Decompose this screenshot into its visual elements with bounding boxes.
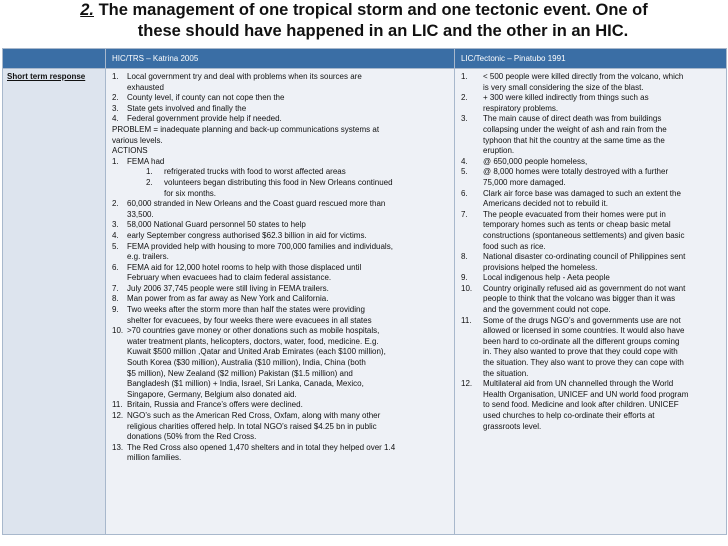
- katrina-list-item: Bangladesh ($1 million) + India, Israel, Sri Lanka, Canada, Mexico,: [127, 379, 364, 389]
- item-number: 9.: [461, 273, 468, 283]
- header-blank: [3, 49, 106, 69]
- item-text: early September congress authorised $62.3 billion in aid for victims.: [127, 230, 367, 240]
- katrina-list-item: e.g. trailers.: [127, 252, 169, 262]
- katrina-cell: [106, 69, 455, 535]
- title-line-1: The management of one tropical storm and one tectonic event. One of: [94, 1, 648, 19]
- katrina-list-item: [112, 231, 448, 242]
- katrina-list-item: [112, 305, 448, 316]
- katrina-list-item: [112, 72, 448, 83]
- item-text: 60,000 stranded in New Orleans and the Coast guard rescued more than: [127, 199, 386, 209]
- item-number: 2.: [461, 93, 468, 103]
- item-number: 5.: [461, 167, 468, 177]
- pinatubo-list-item: eruption.: [483, 146, 515, 156]
- pinatubo-list-item: [461, 273, 720, 284]
- item-number: 11.: [112, 400, 123, 410]
- item-number: 9.: [112, 305, 119, 315]
- katrina-list-item: South Korea ($30 million), Australia ($10 million), India, China (both: [127, 358, 366, 368]
- row-label-text: Short term response: [7, 72, 86, 81]
- item-text: Britain, Russia and France’s offers were declined.: [127, 400, 303, 410]
- item-number: 6.: [461, 188, 468, 198]
- katrina-list-item: religious charities offered help. In total NGO’s raised $4.25 bn in public: [127, 421, 377, 431]
- item-text: County level, if county can not cope then the: [127, 93, 285, 103]
- item-text: @ 650,000 people homeless,: [483, 156, 588, 166]
- item-number: 2.: [112, 93, 119, 103]
- item-number: 12.: [461, 379, 473, 389]
- pinatubo-list-item: constructions (spontaneous settlements) and given basic: [483, 230, 685, 240]
- katrina-list-item: [112, 411, 448, 422]
- pinatubo-list-item: the situation. They also want to prove they can cope with: [483, 358, 684, 368]
- item-number: 3.: [112, 103, 119, 113]
- pinatubo-list-item: used churches to help co-ordinate their efforts at: [483, 411, 655, 420]
- item-text: National disaster co-ordinating council of Philippines sent: [483, 252, 686, 262]
- item-number: 5.: [112, 241, 119, 251]
- item-number: 2.: [112, 199, 119, 209]
- item-number: 1.: [461, 72, 468, 81]
- item-text: FEMA aid for 12,000 hotel rooms to help with those displaced until: [127, 262, 362, 272]
- katrina-list-item: $5 million), New Zealand ($2 million) Pakistan ($1.5 million) and: [127, 368, 353, 378]
- katrina-list-item: 33,500.: [127, 209, 154, 219]
- item-text: The main cause of direct death was from buildings: [483, 114, 662, 124]
- katrina-list-item: [112, 93, 448, 104]
- item-text: July 2006 37,745 people were still living in FEMA trailers.: [127, 283, 329, 293]
- item-text: Clark air force base was damaged to such an extent the: [483, 188, 681, 198]
- katrina-list-item: donations (50% from the Red Cross.: [127, 432, 257, 442]
- katrina-list-item: shelter for evacuees, by four weeks there were evacuees in all states: [127, 315, 372, 325]
- katrina-list-item: exhausted: [127, 82, 164, 92]
- item-text: Local indigenous help - Aeta people: [483, 273, 610, 283]
- katrina-list-item: [112, 199, 448, 210]
- item-number: 8.: [112, 294, 119, 304]
- pinatubo-list-item: in. They also wanted to prove that they could cope with: [483, 347, 678, 357]
- item-text: State gets involved and finally the: [127, 103, 247, 113]
- pinatubo-list-item: the situation.: [483, 368, 529, 378]
- item-text: refrigerated trucks with food to worst affected areas: [164, 167, 346, 177]
- pinatubo-list-item: [461, 379, 720, 390]
- katrina-list-item: water treatment plants, helicopters, doctors, water, food, medicine. E.g.: [127, 336, 379, 346]
- item-text: Country originally refused aid as government do not want: [483, 283, 686, 293]
- item-number: 1.: [146, 167, 153, 177]
- pinatubo-response-list: [461, 72, 720, 534]
- katrina-list-item: PROBLEM = inadequate planning and back-up communications systems at: [112, 124, 380, 134]
- pinatubo-list-item: Health Organisation, UNICEF and UN world food program: [483, 389, 689, 399]
- item-text: Two weeks after the storm more than half the states were providing: [127, 305, 365, 315]
- item-number: 12.: [112, 411, 124, 420]
- pinatubo-list-item: [461, 284, 720, 295]
- pinatubo-list-item: provisions helped the homeless.: [483, 262, 598, 272]
- item-number: 3.: [112, 220, 119, 230]
- item-text: Multilateral aid from UN channelled through the World: [483, 379, 674, 389]
- katrina-list-item: [112, 284, 448, 295]
- item-number: 4.: [461, 156, 468, 166]
- item-number: 2.: [146, 177, 153, 187]
- item-number: 10.: [112, 326, 124, 336]
- pinatubo-list-item: [461, 189, 720, 200]
- pinatubo-list-item: [461, 252, 720, 263]
- item-text: FEMA provided help with housing to more 700,000 families and individuals,: [127, 241, 393, 251]
- item-text: + 300 were killed indirectly from things such as: [483, 93, 649, 103]
- pinatubo-list-item: grassroots level.: [483, 421, 542, 431]
- title-line-2: these should have happened in an LIC and the other in an HIC.: [137, 22, 629, 40]
- pinatubo-list-item: temporary homes such as tents or cheap basic metal: [483, 220, 671, 230]
- pinatubo-list-item: [461, 93, 720, 104]
- pinatubo-list-item: [461, 316, 720, 327]
- item-number: 3.: [461, 114, 468, 124]
- katrina-list-item: [112, 104, 448, 115]
- pinatubo-list-item: to send food. Medicine and look after children. UNICEF: [483, 400, 679, 410]
- pinatubo-list-item: and the government could not cope.: [483, 305, 611, 315]
- item-number: 13.: [112, 442, 124, 452]
- header-katrina: HIC/TRS – Katrina 2005: [106, 49, 455, 69]
- item-number: 11.: [461, 315, 472, 325]
- header-pinatubo: LIC/Tectonic – Pinatubo 1991: [455, 49, 727, 69]
- item-text: The Red Cross also opened 1,470 shelters and in total they helped over 1.4: [127, 442, 396, 452]
- item-number: 10.: [461, 283, 473, 293]
- katrina-list-item: [112, 157, 448, 168]
- pinatubo-cell: [455, 69, 727, 535]
- pinatubo-list-item: [461, 167, 720, 178]
- pinatubo-list-item: people to think that the volcano was bigger than it was: [483, 294, 676, 304]
- katrina-list-item: [112, 220, 448, 231]
- katrina-list-item: various levels.: [112, 135, 163, 145]
- item-number: 7.: [461, 209, 468, 219]
- pinatubo-list-item: [461, 114, 720, 125]
- pinatubo-list-item: [461, 210, 720, 221]
- item-text: >70 countries gave money or other donations such as mobile hospitals,: [127, 326, 380, 336]
- pinatubo-list-item: respiratory problems.: [483, 103, 559, 113]
- item-number: 1.: [112, 156, 119, 166]
- katrina-list-item: million families.: [127, 453, 182, 463]
- pinatubo-list-item: [461, 157, 720, 168]
- item-text: The people evacuated from their homes were put in: [483, 209, 666, 219]
- katrina-list-item: for six months.: [164, 188, 217, 198]
- item-text: FEMA had: [127, 156, 165, 166]
- item-text: Some of the drugs NGO’s and governments use are not: [483, 315, 681, 325]
- item-number: 1.: [112, 72, 119, 81]
- pinatubo-list-item: Americans decided not to rebuild it.: [483, 199, 608, 209]
- item-text: Man power from as far away as New York and California.: [127, 294, 329, 304]
- item-text: 58,000 National Guard personnel 50 states to help: [127, 220, 306, 230]
- item-number: 7.: [112, 283, 119, 293]
- item-text: NGO’s such as the American Red Cross, Oxfam, along with many other: [127, 411, 381, 420]
- pinatubo-list-item: collapsing under the weight of ash and rain from the: [483, 124, 667, 134]
- item-text: volunteers began distributing this food in New Orleans continued: [164, 177, 393, 187]
- katrina-list-item: ACTIONS: [112, 146, 148, 156]
- katrina-list-item: [112, 178, 448, 189]
- item-number: 6.: [112, 262, 119, 272]
- table-header-row: [3, 49, 727, 69]
- katrina-list-item: [112, 114, 448, 125]
- pinatubo-list-item: allowed or licensed in some countries. It would also have: [483, 326, 685, 336]
- page-title: [0, 0, 728, 42]
- katrina-list-item: [112, 326, 448, 337]
- pinatubo-list-item: food such as rice.: [483, 241, 546, 251]
- katrina-list-item: Kuwait $500 million ,Qatar and United Arab Emirates (each $100 million),: [127, 347, 386, 357]
- katrina-list-item: [112, 294, 448, 305]
- katrina-list-item: [112, 263, 448, 274]
- katrina-response-list: [112, 72, 448, 534]
- item-number: 4.: [112, 230, 119, 240]
- pinatubo-list-item: is very small considering the size of the blast.: [483, 82, 644, 92]
- row-label: [3, 69, 106, 535]
- item-text: Local government try and deal with problems when its sources are: [127, 72, 362, 81]
- question-number: 2.: [80, 1, 94, 19]
- table-row: [3, 69, 727, 535]
- item-text: Federal government provide help if needed.: [127, 114, 282, 124]
- pinatubo-list-item: typhoon that hit the country at the same time as the: [483, 135, 665, 145]
- pinatubo-list-item: [461, 72, 720, 83]
- katrina-list-item: [112, 400, 448, 411]
- pinatubo-list-item: 75,000 more damaged.: [483, 177, 566, 187]
- pinatubo-list-item: been hard to co-ordinate all the different groups coming: [483, 336, 680, 346]
- katrina-list-item: February when evacuees had to claim federal assistance.: [127, 273, 332, 283]
- item-number: 8.: [461, 252, 468, 262]
- item-text: < 500 people were killed directly from the volcano, which: [483, 72, 684, 81]
- item-text: @ 8,000 homes were totally destroyed with a further: [483, 167, 669, 177]
- katrina-list-item: [112, 242, 448, 253]
- katrina-list-item: Singapore, Germany, Belgium also donated aid.: [127, 389, 297, 399]
- item-number: 4.: [112, 114, 119, 124]
- katrina-list-item: [112, 167, 448, 178]
- katrina-list-item: [112, 443, 448, 454]
- comparison-table: [2, 48, 727, 535]
